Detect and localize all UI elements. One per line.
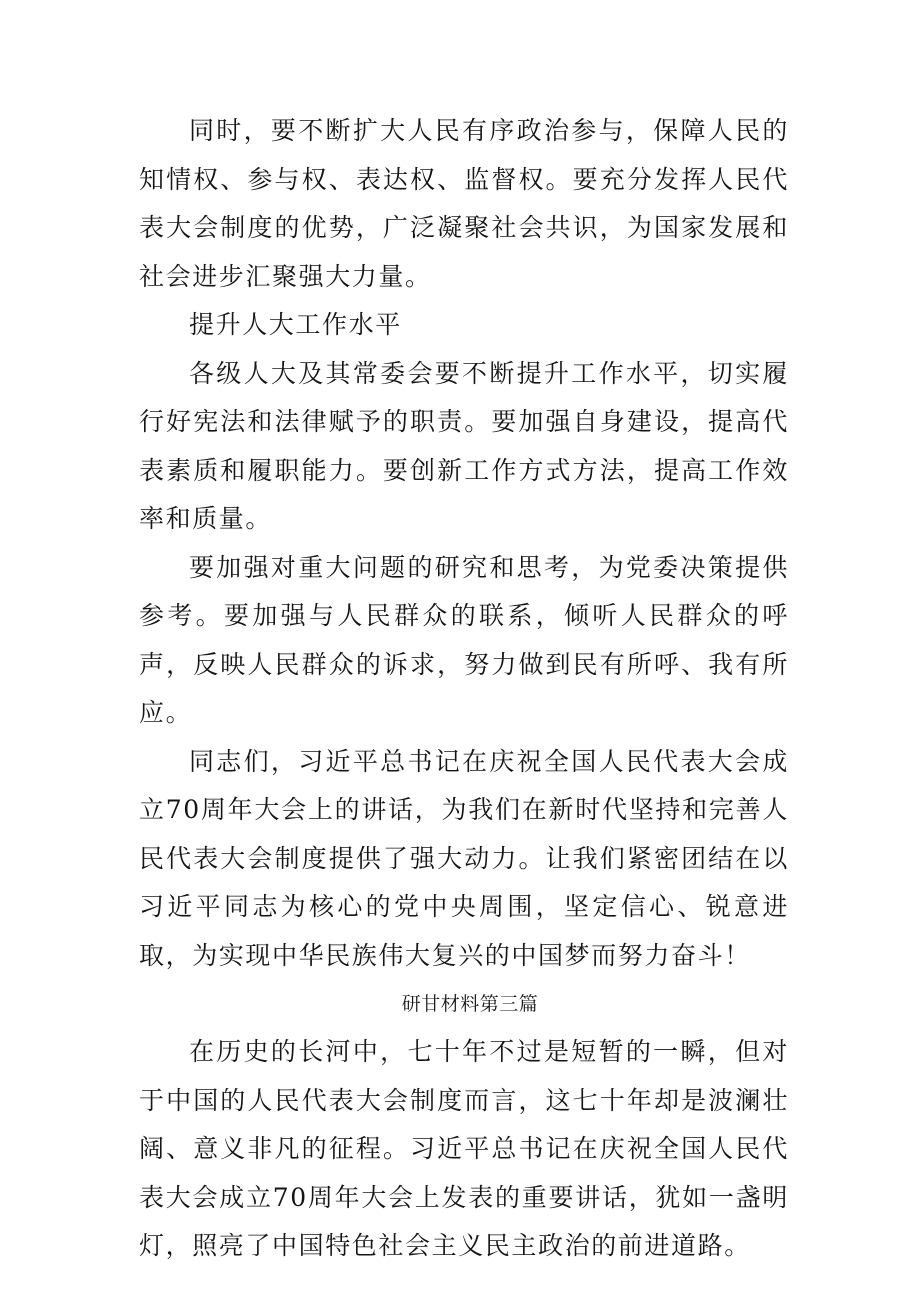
paragraph-improve-work: 各级人大及其常委会要不断提升工作水平，切实履行好宪法和法律赋予的职责。要加强自身建设，提高代表素质和履职能力。要创新工作方式方法，提高工作效率和质量。 — [139, 358, 789, 533]
paragraph-seventy-years: 在历史的长河中，七十年不过是短暂的一瞬，但对于中国的人民代表大会制度而言，这七十年却是波澜壮阔、意义非凡的征程。习近平总书记在庆祝全国人民代表大会成立70周年大会上发表的重要讲话，犹如一盏明灯，照亮了中国特色社会主义民主政治的前进道路。 — [139, 1037, 789, 1260]
paragraph-closing-call: 同志们，习近平总书记在庆祝全国人民代表大会成立70周年大会上的讲话，为我们在新时代坚持和完善人民代表大会制度提供了强大动力。让我们紧密团结在以习近平同志为核心的党中央周围，坚定信心、锐意进取，为实现中华民族伟大复兴的中国梦而努力奋斗！ — [139, 746, 789, 970]
document-body — [139, 107, 789, 1271]
paragraph-research-and-contact: 要加强对重大问题的研究和思考，为党委决策提供参考。要加强与人民群众的联系，倾听人民群众的呼声，反映人民群众的诉求，努力做到民有所呼、我有所应。 — [139, 552, 789, 727]
subheading-improve-work-level: 提升人大工作水平 — [189, 310, 402, 339]
section-title: 研甘材料第三篇 — [401, 993, 539, 1015]
paragraph-political-participation: 同时，要不断扩大人民有序政治参与，保障人民的知情权、参与权、表达权、监督权。要充分发挥人民代表大会制度的优势，广泛凝聚社会共识，为国家发展和社会进步汇聚强大力量。 — [139, 116, 789, 291]
